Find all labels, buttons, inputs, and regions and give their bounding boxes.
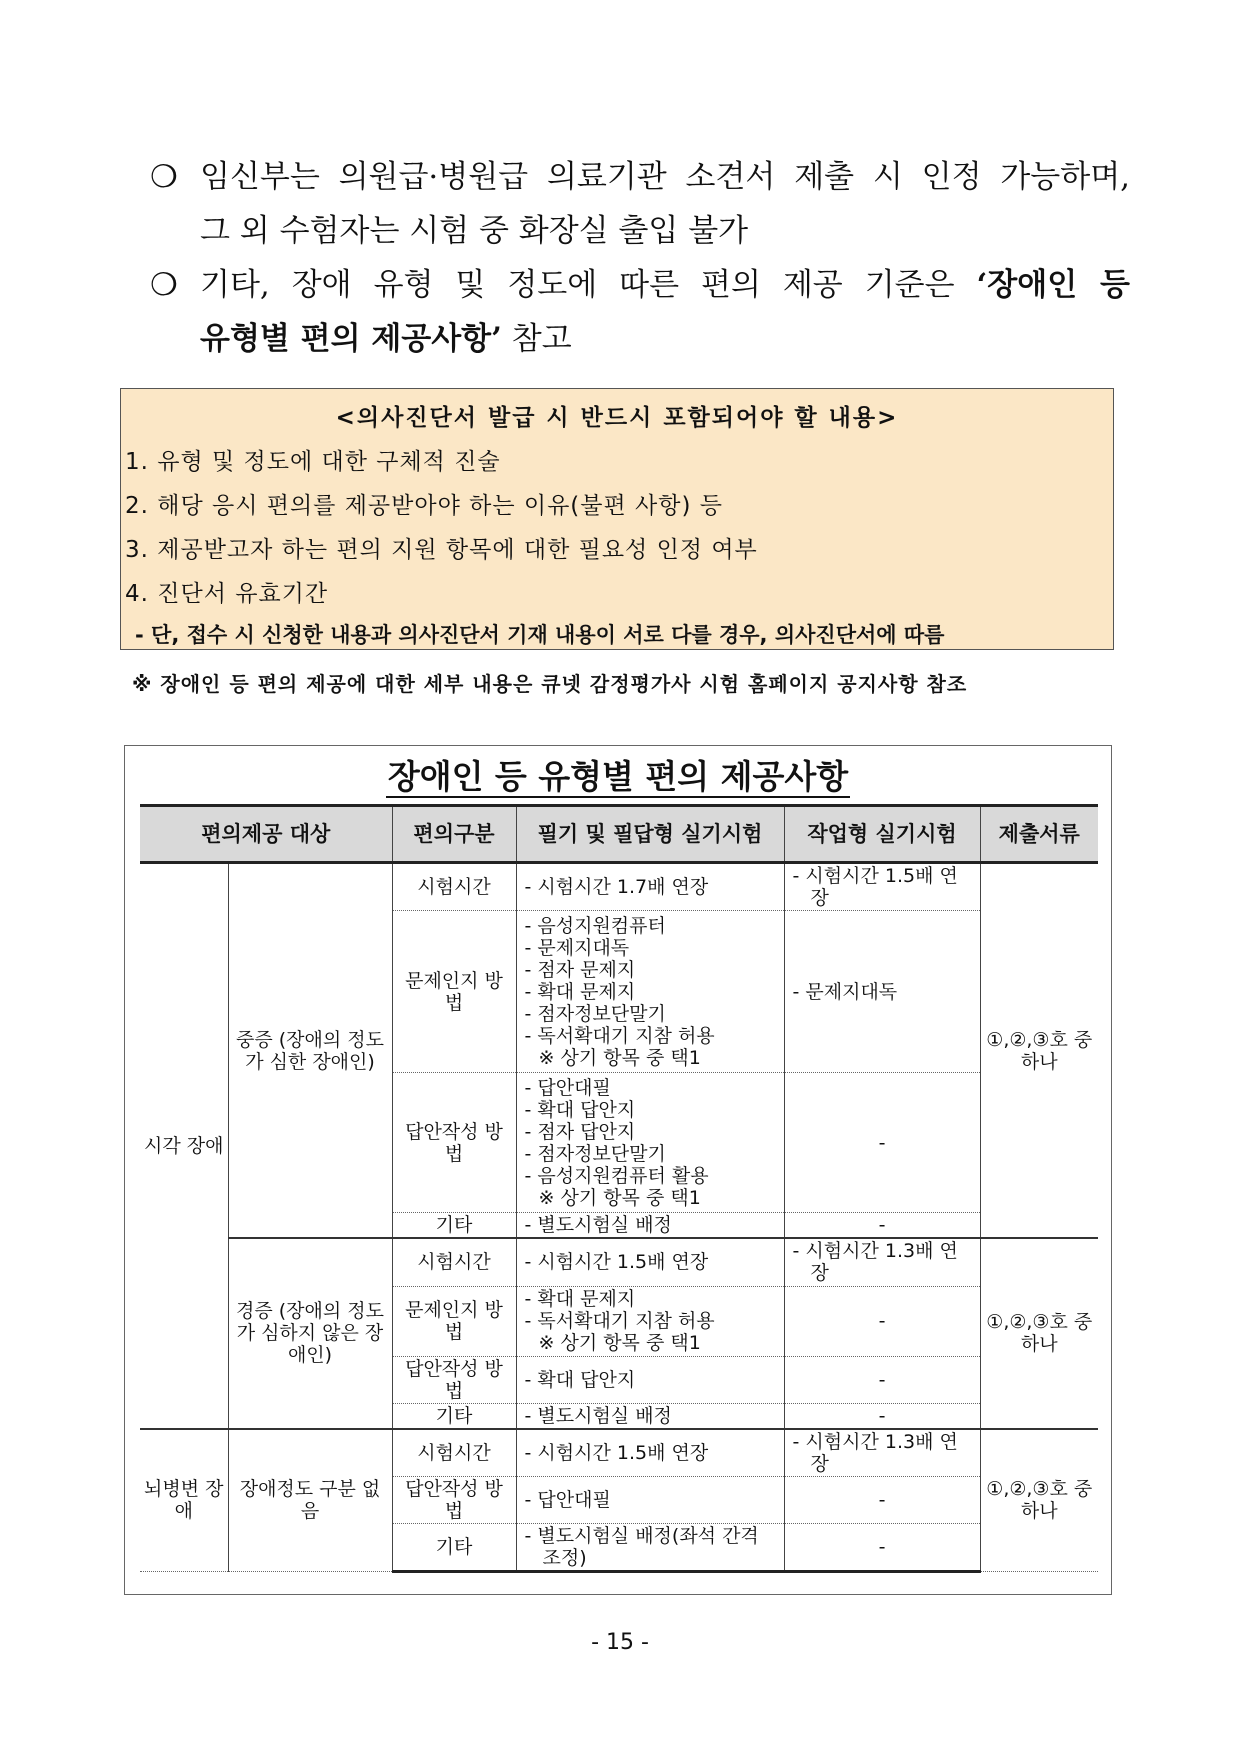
written-cell bbox=[516, 911, 784, 1073]
header-documents: 제출서류 bbox=[980, 806, 1098, 863]
written-line: - 시험시간 1.7배 연장 bbox=[524, 876, 709, 898]
cat-answer: 답안작성 방법 bbox=[392, 1356, 516, 1403]
written-line: - 점자 답안지 bbox=[524, 1120, 636, 1143]
brain-label: 장애정도 구분 없음 bbox=[228, 1429, 392, 1572]
written-line: - 확대 문제지 bbox=[524, 1288, 636, 1310]
note-item-3: 3. 제공받고자 하는 편의 지원 항목에 대한 필요성 인정 여부 bbox=[125, 537, 758, 563]
practical-cell: - bbox=[784, 1286, 980, 1356]
practical-cell bbox=[784, 911, 980, 1073]
practical-cell: - bbox=[784, 1524, 980, 1572]
written-line: - 확대 문제지 bbox=[524, 980, 636, 1003]
type-brain: 뇌병변 장애 bbox=[140, 1429, 228, 1572]
written-line: - 시험시간 1.5배 연장 bbox=[524, 1441, 709, 1464]
practical-cell bbox=[784, 863, 980, 911]
cat-answer: 답안작성 방법 bbox=[392, 1477, 516, 1524]
written-line: - 문제지대독 bbox=[524, 936, 630, 959]
visual-severe-label: 중증 (장애의 정도가 심한 장애인) bbox=[228, 863, 392, 1239]
written-cell bbox=[516, 1073, 784, 1213]
practical-cell: - bbox=[784, 1403, 980, 1429]
table-row bbox=[140, 1429, 1098, 1477]
written-line: - 별도시험실 배정 bbox=[524, 1404, 672, 1427]
written-cell bbox=[516, 1286, 784, 1356]
written-line: - 점자정보단말기 bbox=[524, 1142, 666, 1165]
written-line: - 별도시험실 배정(좌석 간격 조정) bbox=[524, 1525, 759, 1569]
written-line: - 확대 답안지 bbox=[524, 1098, 636, 1121]
header-target: 편의제공 대상 bbox=[140, 806, 392, 863]
written-cell bbox=[516, 863, 784, 911]
written-cell bbox=[516, 1477, 784, 1524]
written-line: ※ 상기 항목 중 택1 bbox=[538, 1046, 701, 1069]
written-cell bbox=[516, 1356, 784, 1403]
written-line: - 독서확대기 지참 허용 bbox=[524, 1310, 715, 1332]
practical-cell: - bbox=[784, 1356, 980, 1403]
header-written: 필기 및 필답형 실기시험 bbox=[516, 806, 784, 863]
practical-line: - 시험시간 1.3배 연장 bbox=[792, 1240, 958, 1285]
table-row bbox=[140, 1238, 1098, 1286]
bullet-1-line-2: 그 외 수험자는 시험 중 화장실 출입 불가 bbox=[200, 213, 749, 249]
bullet-1-line-1: 임신부는 의원급·병원급 의료기관 소견서 제출 시 인정 가능하며, bbox=[200, 159, 1130, 195]
practical-line: - 시험시간 1.5배 연장 bbox=[792, 865, 958, 909]
bullet-2-text-2: 참고 bbox=[501, 321, 572, 357]
written-cell bbox=[516, 1524, 784, 1572]
cat-time: 시험시간 bbox=[392, 863, 516, 911]
practical-cell: - bbox=[784, 1073, 980, 1213]
written-cell bbox=[516, 1238, 784, 1286]
reference-note: ※ 장애인 등 편의 제공에 대한 세부 내용은 큐넷 감정평가사 시험 홈페이지 공지사항 참조 bbox=[132, 672, 968, 696]
written-line: - 답안대필 bbox=[524, 1489, 611, 1511]
written-line: - 독서확대기 지참 허용 bbox=[524, 1024, 715, 1047]
cat-other: 기타 bbox=[392, 1524, 516, 1572]
circle-bullet-icon: ❍ bbox=[150, 267, 178, 303]
written-line: - 별도시험실 배정 bbox=[524, 1214, 672, 1236]
cat-recognition: 문제인지 방법 bbox=[392, 1286, 516, 1356]
written-cell bbox=[516, 1403, 784, 1429]
practical-line: - 시험시간 1.3배 연장 bbox=[792, 1430, 958, 1475]
written-line: ※ 상기 항목 중 택1 bbox=[538, 1186, 701, 1209]
table-title: 장애인 등 유형별 편의 제공사항 bbox=[387, 757, 849, 796]
written-line: - 확대 답안지 bbox=[524, 1368, 636, 1391]
docs-visual-mild: ①,②,③호 중 하나 bbox=[980, 1238, 1098, 1429]
type-visual: 시각 장애 bbox=[140, 863, 228, 1429]
practical-cell: - bbox=[784, 1477, 980, 1524]
diagnosis-note-box bbox=[120, 388, 1114, 650]
table-header-row bbox=[140, 806, 1098, 863]
accommodation-table bbox=[140, 804, 1098, 1573]
written-line: - 시험시간 1.5배 연장 bbox=[524, 1251, 709, 1274]
bullet-2-text: 기타, 장애 유형 및 정도에 따른 편의 제공 기준은 bbox=[200, 267, 977, 303]
written-line: - 음성지원컴퓨터 활용 bbox=[524, 1164, 709, 1187]
practical-line: - 문제지대독 bbox=[792, 980, 898, 1003]
accommodation-table-box bbox=[124, 745, 1112, 1595]
note-title: <의사진단서 발급 시 반드시 포함되어야 할 내용> bbox=[335, 405, 899, 431]
circle-bullet-icon: ❍ bbox=[150, 159, 178, 195]
bullet-other-disability bbox=[150, 258, 1130, 366]
practical-cell bbox=[784, 1429, 980, 1477]
note-item-2: 2. 해당 응시 편의를 제공받아야 하는 이유(불편 사항) 등 bbox=[125, 493, 723, 519]
cat-recognition: 문제인지 방법 bbox=[392, 911, 516, 1073]
cat-answer: 답안작성 방법 bbox=[392, 1073, 516, 1213]
practical-cell bbox=[784, 1238, 980, 1286]
cat-other: 기타 bbox=[392, 1403, 516, 1429]
written-line: ※ 상기 항목 중 택1 bbox=[538, 1332, 701, 1354]
note-item-4: 4. 진단서 유효기간 bbox=[125, 581, 329, 607]
written-cell bbox=[516, 1429, 784, 1477]
bullet-pregnant bbox=[150, 150, 1130, 258]
written-line: - 점자정보단말기 bbox=[524, 1002, 666, 1025]
practical-cell: - bbox=[784, 1213, 980, 1239]
note-item-1: 1. 유형 및 정도에 대한 구체적 진술 bbox=[125, 449, 501, 475]
docs-visual-severe: ①,②,③호 중 하나 bbox=[980, 863, 1098, 1239]
bullet-2-bold-1: ‘장애인 등 bbox=[976, 267, 1130, 303]
written-line: - 음성지원컴퓨터 bbox=[524, 914, 666, 937]
cat-time: 시험시간 bbox=[392, 1429, 516, 1477]
page-number: - 15 - bbox=[591, 1630, 649, 1655]
header-practical: 작업형 실기시험 bbox=[784, 806, 980, 863]
written-line: - 답안대필 bbox=[524, 1076, 611, 1099]
cat-time: 시험시간 bbox=[392, 1238, 516, 1286]
bullet-2-bold-2: 유형별 편의 제공사항’ bbox=[200, 321, 502, 357]
docs-brain: ①,②,③호 중 하나 bbox=[980, 1429, 1098, 1572]
header-category: 편의구분 bbox=[392, 806, 516, 863]
visual-mild-label: 경증 (장애의 정도가 심하지 않은 장애인) bbox=[228, 1238, 392, 1429]
bullet-2-line-2 bbox=[150, 312, 1130, 366]
written-cell bbox=[516, 1213, 784, 1239]
written-line: - 점자 문제지 bbox=[524, 958, 636, 981]
note-sub-item: - 단, 접수 시 신청한 내용과 의사진단서 기재 내용이 서로 다를 경우, 의사진단서에 따름 bbox=[135, 623, 945, 647]
cat-other: 기타 bbox=[392, 1213, 516, 1239]
table-row bbox=[140, 863, 1098, 911]
bullet-2-line-1 bbox=[150, 258, 1130, 312]
